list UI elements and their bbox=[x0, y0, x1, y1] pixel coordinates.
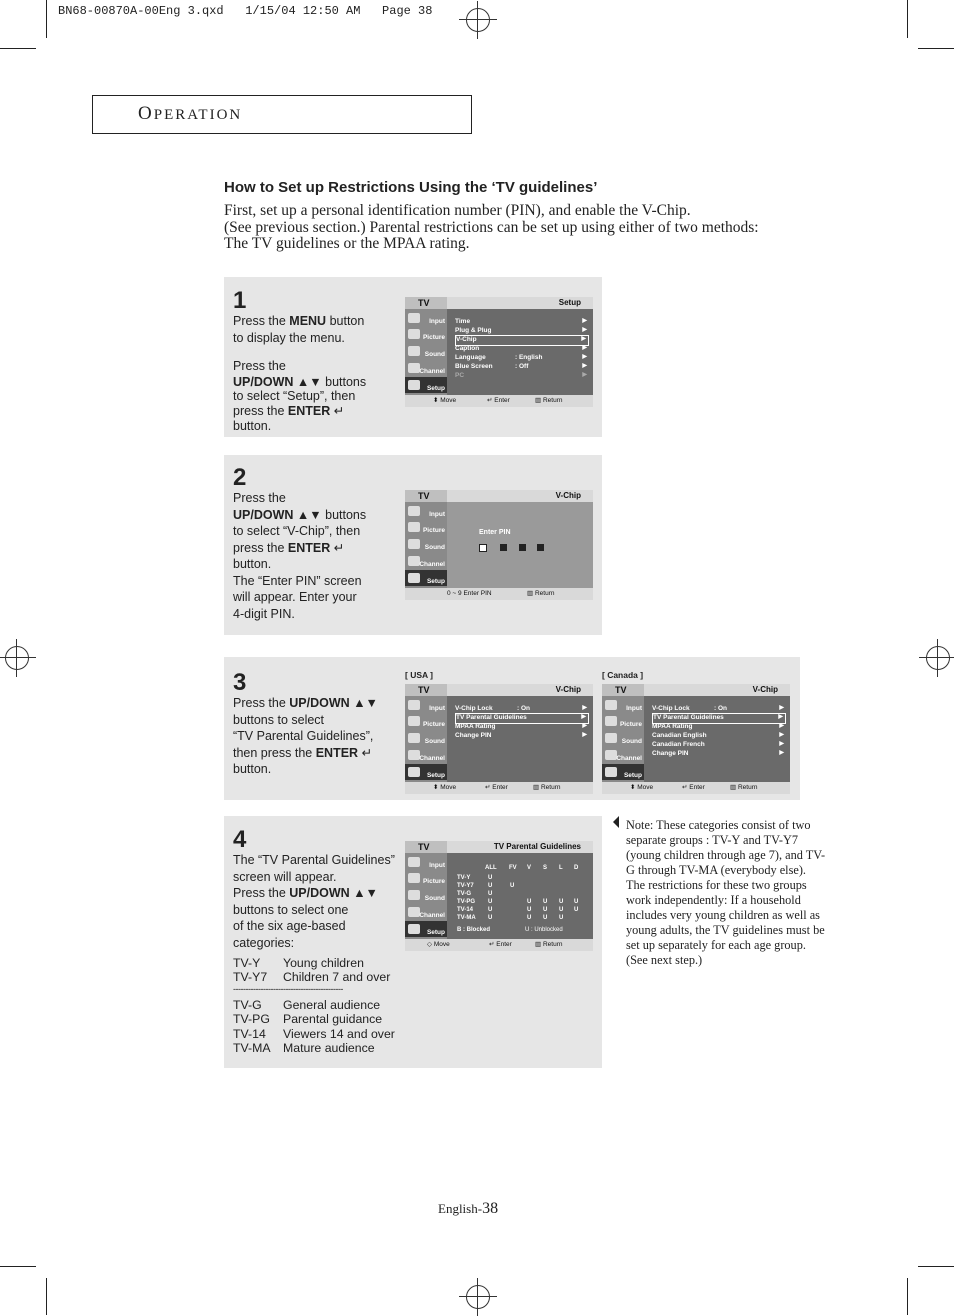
return-icon: ▥ bbox=[730, 784, 737, 791]
setup-icon bbox=[408, 380, 420, 390]
pin-digit bbox=[479, 544, 487, 552]
move-icon: ⬍ bbox=[433, 397, 439, 404]
step-number: 2 bbox=[233, 464, 247, 491]
osd-menu-body: V-Chip Lock : On ▶ TV Parental Guidelines ▶ MPAA Rating ▶ Change PIN ▶ bbox=[447, 696, 593, 782]
picture-icon bbox=[408, 873, 420, 883]
step-4-text: The “TV Parental Guidelines” screen will appear. Press the UP/DOWN ▲▼ buttons to select one of the six age-based categories: bbox=[233, 853, 395, 950]
input-icon bbox=[408, 857, 420, 867]
setup-icon bbox=[408, 767, 420, 777]
registration-mark bbox=[466, 1285, 490, 1309]
enter-icon: ↵ bbox=[361, 745, 373, 760]
enter-icon: ↵ bbox=[682, 784, 688, 791]
setup-icon bbox=[605, 767, 617, 777]
input-icon bbox=[408, 313, 420, 323]
usa-vchip-screen: TV V-Chip Input Picture Sound Channel Setup V-Chip Lock : On ▶ TV Parental Guidelines ▶ MPAA Rating ▶ Change PIN ▶ ⬍ Move ↵ Enter ▥ Return bbox=[405, 684, 593, 794]
sound-icon bbox=[605, 733, 617, 743]
input-icon bbox=[605, 700, 617, 710]
channel-icon bbox=[408, 556, 420, 566]
setup-menu-screen: TV Setup Input Picture Sound Channel Setup Time ▶ Plug & Plug ▶ V-Chip ▶ Caption ▶ Language : English ▶ Blue Screen : Off ▶ PC ▶ ⬍ Move ↵ Enter ▥ Return bbox=[405, 297, 593, 407]
guidelines-grid: ALL FV V S L D TV-Y TV-Y7 TV-G TV-PG TV-14 TV-MA U U U U U U U U U U U U U U U U U U B : Blocked U : Unblocked bbox=[447, 853, 593, 939]
channel-icon bbox=[408, 750, 420, 760]
crop-mark bbox=[907, 0, 908, 38]
up-down-icon: ▲▼ bbox=[353, 696, 378, 710]
step-number: 3 bbox=[233, 669, 247, 696]
osd-menu-body: V-Chip Lock : On ▶ TV Parental Guidelines ▶ MPAA Rating ▶ Canadian English ▶ Canadian French ▶ Change PIN ▶ bbox=[644, 696, 790, 782]
crop-mark bbox=[918, 48, 954, 49]
setup-icon bbox=[408, 573, 420, 583]
return-icon: ▥ bbox=[527, 590, 534, 597]
sound-icon bbox=[408, 733, 420, 743]
crop-mark bbox=[0, 1266, 36, 1267]
enter-pin-label: Enter PIN bbox=[479, 529, 511, 536]
move-icon: ◇ bbox=[427, 941, 432, 948]
page-footer: English-38 bbox=[438, 1200, 499, 1217]
crop-mark bbox=[918, 1266, 954, 1267]
up-down-icon: ▲▼ bbox=[296, 374, 322, 389]
divider: -------------------------------------------- bbox=[233, 984, 343, 994]
move-icon: ⬍ bbox=[433, 784, 439, 791]
picture-icon bbox=[605, 716, 617, 726]
channel-icon bbox=[605, 750, 617, 760]
usa-caption: [ USA ] bbox=[405, 670, 434, 680]
move-icon: ⬍ bbox=[630, 784, 636, 791]
osd-sidebar: Input Picture Sound Channel Setup bbox=[405, 853, 447, 939]
input-icon bbox=[408, 506, 420, 516]
osd-sidebar: Input Picture Sound Channel Setup bbox=[405, 696, 447, 782]
return-icon: ▥ bbox=[533, 784, 540, 791]
registration-mark bbox=[5, 646, 29, 670]
enter-icon: ↵ bbox=[489, 941, 495, 948]
osd-menu-body: Time ▶ Plug & Plug ▶ V-Chip ▶ Caption ▶ Language : English ▶ Blue Screen : Off ▶ PC ▶ bbox=[447, 309, 593, 395]
enter-icon: ↵ bbox=[487, 397, 493, 404]
tv-parental-guidelines-screen: TV TV Parental Guidelines Input Picture Sound Channel Setup ALL FV V S L D TV-Y TV-Y7 TV-G TV-PG TV-14 TV-MA U U U U U U U U U U U U U U U U U U B : Blocked U : Unblocked ◇ Move ↵ Enter ▥ Return bbox=[405, 841, 593, 951]
enter-pin-screen: TV V-Chip Input Picture Sound Channel Setup Enter PIN 0 ~ 9 Enter PIN ▥ Return bbox=[405, 490, 593, 600]
pin-digit bbox=[537, 544, 544, 551]
enter-icon: ↵ bbox=[333, 540, 345, 555]
sound-icon bbox=[408, 346, 420, 356]
crop-mark bbox=[0, 48, 36, 49]
channel-icon bbox=[408, 363, 420, 373]
step-number: 1 bbox=[233, 287, 247, 314]
up-down-icon: ▲▼ bbox=[353, 886, 378, 900]
step-1-text: Press the MENU button to display the menu. Press the UP/DOWN ▲▼ buttons to select “Setup”, then press the ENTER ↵ button. bbox=[233, 314, 367, 433]
channel-icon bbox=[408, 907, 420, 917]
setup-icon bbox=[408, 924, 420, 934]
sound-icon bbox=[408, 890, 420, 900]
step-number: 4 bbox=[233, 826, 247, 853]
registration-mark bbox=[926, 646, 950, 670]
picture-icon bbox=[408, 716, 420, 726]
enter-icon: ↵ bbox=[485, 784, 491, 791]
return-icon: ▥ bbox=[535, 941, 542, 948]
enter-icon: ↵ bbox=[333, 403, 345, 418]
canada-vchip-screen: TV V-Chip Input Picture Sound Channel Setup V-Chip Lock : On ▶ TV Parental Guidelines ▶ MPAA Rating ▶ Canadian English ▶ Canadian French ▶ Change PIN ▶ ⬍ Move ↵ Enter ▥ Return bbox=[602, 684, 790, 794]
crop-mark bbox=[46, 0, 47, 38]
page-heading: How to Set up Restrictions Using the ‘TV guidelines’ bbox=[224, 179, 598, 196]
osd-sidebar: Input Picture Sound Channel Setup bbox=[405, 502, 447, 588]
crop-mark bbox=[907, 1278, 908, 1315]
step-2-text: Press the UP/DOWN ▲▼ buttons to select “V-Chip”, then press the ENTER ↵ button. The “Enter PIN” screen will appear. Enter your 4-digit PIN. bbox=[233, 491, 367, 621]
note-text: Note: These categories consist of two separate groups : TV-Y and TV-Y7 (young children through age 7), and TV-G through TV-MA (everybody else). The restrictions for these two groups work independently: If a household includes very young children as well as young adults, the TV guidelines must be set up separately for each age group. (See next step.) bbox=[626, 818, 826, 967]
picture-icon bbox=[408, 329, 420, 339]
canada-caption: [ Canada ] bbox=[602, 670, 644, 680]
step-3-text: Press the UP/DOWN ▲▼ buttons to select “TV Parental Guidelines”, then press the ENTER ↵ button. bbox=[233, 696, 378, 776]
section-title: OPERATION bbox=[138, 103, 243, 124]
intro-text: First, set up a personal identification number (PIN), and enable the V-Chip. (See previous section.) Parental restrictions can be set up using either of two methods: The TV guidelines or the MPAA rating. bbox=[224, 202, 759, 252]
pin-digit bbox=[519, 544, 526, 551]
input-icon bbox=[408, 700, 420, 710]
sound-icon bbox=[408, 539, 420, 549]
registration-mark bbox=[466, 8, 490, 32]
picture-icon bbox=[408, 522, 420, 532]
pin-digit bbox=[500, 544, 507, 551]
up-down-icon: ▲▼ bbox=[296, 507, 322, 522]
osd-sidebar: Input Picture Sound Channel Setup bbox=[405, 309, 447, 395]
return-icon: ▥ bbox=[535, 397, 542, 404]
note-pointer-icon bbox=[613, 816, 619, 828]
osd-menu-body bbox=[447, 502, 593, 588]
print-slug: BN68-00870A-00Eng 3.qxd 1/15/04 12:50 AM Page 38 bbox=[58, 4, 433, 18]
osd-sidebar: Input Picture Sound Channel Setup bbox=[602, 696, 644, 782]
crop-mark bbox=[46, 1278, 47, 1315]
